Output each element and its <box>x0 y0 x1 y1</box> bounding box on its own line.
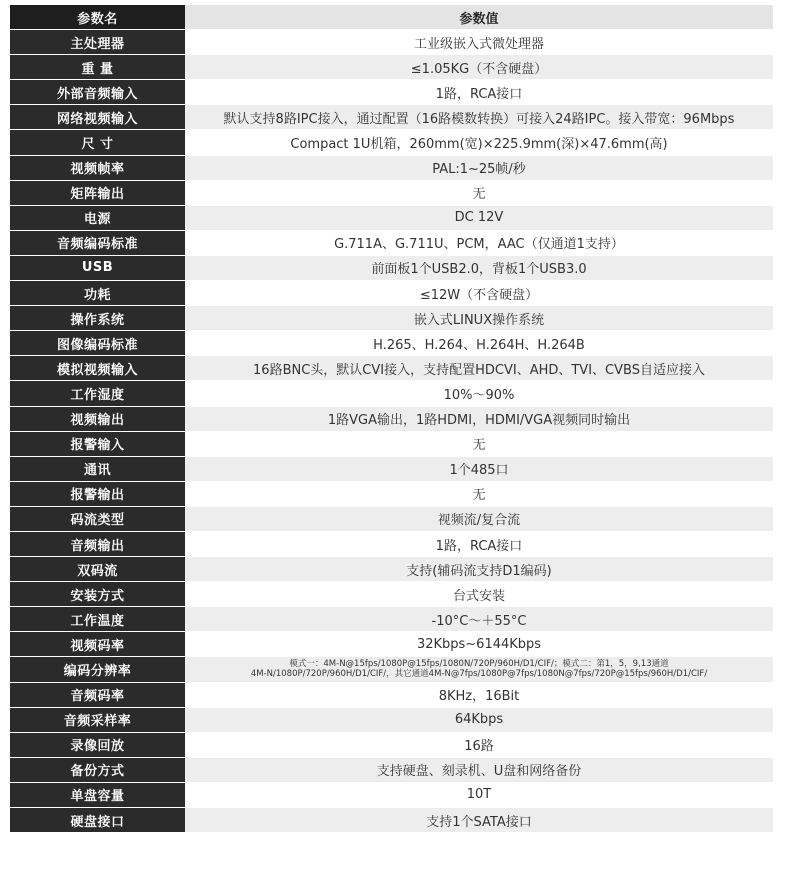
header-param-name: 参数名 <box>10 5 185 29</box>
row-name: 音频采样率 <box>10 708 185 732</box>
row-value: 前面板1个USB2.0，背板1个USB3.0 <box>185 256 773 280</box>
table-row <box>10 482 773 507</box>
row-name: 尺 寸 <box>10 130 185 154</box>
row-value: 32Kbps~6144Kbps <box>185 632 773 656</box>
row-name: USB <box>10 256 185 280</box>
row-name: 音频码率 <box>10 683 185 707</box>
row-value: Compact 1U机箱，260mm(宽)×225.9mm(深)×47.6mm(高) <box>185 130 773 154</box>
row-name: 视频帧率 <box>10 156 185 180</box>
row-value: 64Kbps <box>185 708 773 732</box>
table-row <box>10 407 773 432</box>
row-value: 支持1个SATA接口 <box>185 808 773 832</box>
row-value: 1路VGA输出，1路HDMI，HDMI/VGA视频同时输出 <box>185 407 773 431</box>
row-value: 工业级嵌入式微处理器 <box>185 30 773 54</box>
row-value: 10T <box>185 783 773 807</box>
row-name: 报警输入 <box>10 432 185 456</box>
row-name: 网络视频输入 <box>10 105 185 129</box>
table-row <box>10 231 773 256</box>
table-row <box>10 582 773 607</box>
row-value <box>185 657 773 681</box>
row-name: 音频输出 <box>10 532 185 556</box>
table-row <box>10 156 773 181</box>
row-name: 码流类型 <box>10 507 185 531</box>
row-name: 录像回放 <box>10 733 185 757</box>
row-value-line: 模式一：4M-N@15fps/1080P@15fps/1080N/720P/960H/D1/CIF/；模式二：第1，5，9,13通道 <box>289 659 669 670</box>
table-row <box>10 607 773 632</box>
table-row <box>10 683 773 708</box>
row-name: 双码流 <box>10 557 185 581</box>
row-value: 1个485口 <box>185 457 773 481</box>
row-name: 视频输出 <box>10 407 185 431</box>
row-value: 无 <box>185 181 773 205</box>
row-value: 16路BNC头，默认CVI接入，支持配置HDCVI、AHD、TVI、CVBS自适应接入 <box>185 356 773 380</box>
row-value-line: 4M-N/1080P/720P/960H/D1/CIF/，其它通道4M-N@7fps/1080P@7fps/1080N@7fps/720P@15fps/960H/D1/CIF/ <box>250 669 708 680</box>
table-row <box>10 657 773 682</box>
table-row <box>10 256 773 281</box>
row-name: 编码分辨率 <box>10 657 185 681</box>
row-name: 音频编码标准 <box>10 231 185 255</box>
table-row <box>10 356 773 381</box>
row-name: 通讯 <box>10 457 185 481</box>
row-value: 16路 <box>185 733 773 757</box>
table-row <box>10 632 773 657</box>
table-row <box>10 708 773 733</box>
table-row <box>10 381 773 406</box>
row-name: 工作温度 <box>10 607 185 631</box>
table-row <box>10 206 773 231</box>
table-row <box>10 733 773 758</box>
table-row <box>10 808 773 833</box>
table-row <box>10 432 773 457</box>
table-row <box>10 281 773 306</box>
row-name: 模拟视频输入 <box>10 356 185 380</box>
row-value: H.265、H.264、H.264H、H.264B <box>185 331 773 355</box>
row-name: 视频码率 <box>10 632 185 656</box>
table-row <box>10 457 773 482</box>
row-name: 功耗 <box>10 281 185 305</box>
row-value: -10°C～＋55°C <box>185 607 773 631</box>
row-name: 操作系统 <box>10 306 185 330</box>
table-row <box>10 30 773 55</box>
table-row <box>10 130 773 155</box>
row-value: 无 <box>185 432 773 456</box>
row-name: 主处理器 <box>10 30 185 54</box>
table-row <box>10 181 773 206</box>
row-value: 台式安装 <box>185 582 773 606</box>
row-value: 8KHz，16Bit <box>185 683 773 707</box>
table-row <box>10 55 773 80</box>
row-value: 10%～90% <box>185 381 773 405</box>
row-name: 硬盘接口 <box>10 808 185 832</box>
row-name: 外部音频输入 <box>10 80 185 104</box>
row-value: 支持(辅码流支持D1编码) <box>185 557 773 581</box>
row-name: 报警输出 <box>10 482 185 506</box>
table-row <box>10 557 773 582</box>
row-value: PAL:1~25帧/秒 <box>185 156 773 180</box>
row-value: G.711A、G.711U、PCM，AAC（仅通道1支持） <box>185 231 773 255</box>
table-header-row <box>10 5 773 30</box>
row-value: 视频流/复合流 <box>185 507 773 531</box>
row-value: 默认支持8路IPC接入，通过配置（16路模数转换）可接入24路IPC。接入带宽：96Mbps <box>185 105 773 129</box>
row-value: 嵌入式LINUX操作系统 <box>185 306 773 330</box>
row-value: 支持硬盘、刻录机、U盘和网络备份 <box>185 758 773 782</box>
row-name: 电源 <box>10 206 185 230</box>
table-row <box>10 783 773 808</box>
table-row <box>10 507 773 532</box>
table-row <box>10 80 773 105</box>
row-value: ≤12W（不含硬盘） <box>185 281 773 305</box>
row-name: 图像编码标准 <box>10 331 185 355</box>
row-value: 1路，RCA接口 <box>185 532 773 556</box>
row-value: ≤1.05KG（不含硬盘） <box>185 55 773 79</box>
header-param-value: 参数值 <box>185 5 773 29</box>
row-value: 1路，RCA接口 <box>185 80 773 104</box>
row-name: 矩阵输出 <box>10 181 185 205</box>
row-name: 工作湿度 <box>10 381 185 405</box>
row-value: 无 <box>185 482 773 506</box>
table-row <box>10 758 773 783</box>
spec-table <box>10 5 773 833</box>
table-row <box>10 331 773 356</box>
table-row <box>10 532 773 557</box>
row-name: 单盘容量 <box>10 783 185 807</box>
table-row <box>10 306 773 331</box>
table-row <box>10 105 773 130</box>
row-name: 重 量 <box>10 55 185 79</box>
row-value: DC 12V <box>185 206 773 230</box>
row-name: 安装方式 <box>10 582 185 606</box>
row-name: 备份方式 <box>10 758 185 782</box>
